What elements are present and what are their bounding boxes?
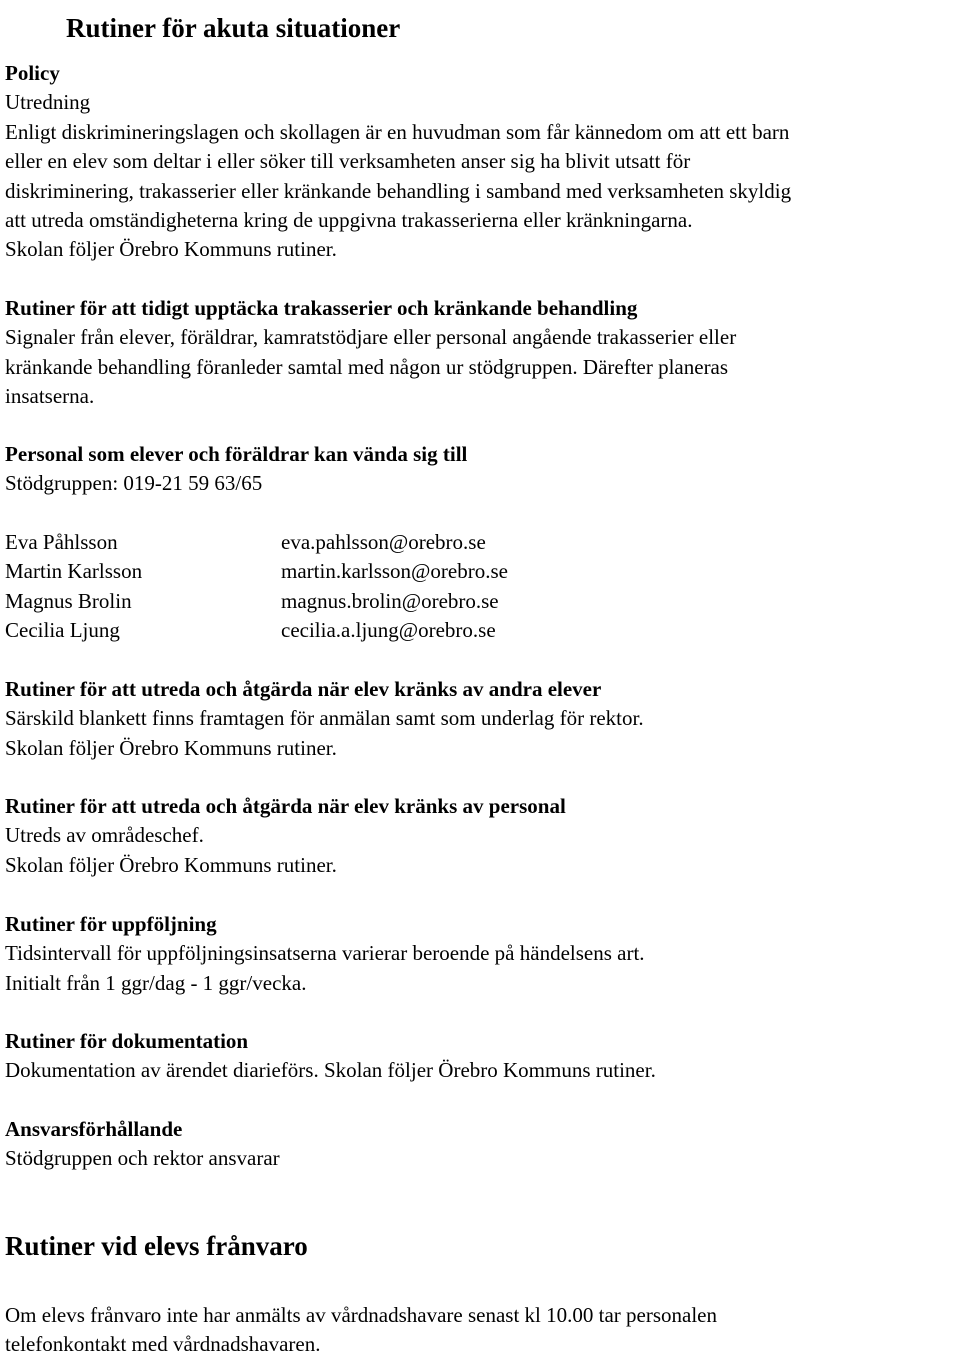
by-students-section [5, 675, 957, 763]
absence-title: Rutiner vid elevs frånvaro [5, 1231, 308, 1261]
contact-name: Magnus Brolin [5, 588, 132, 613]
absence-section [5, 1301, 957, 1360]
documentation-section [5, 1027, 957, 1086]
by-staff-heading: Rutiner för att utreda och åtgärda när elev kränks av personal [5, 794, 566, 818]
early-detection-line: Signaler från elever, föräldrar, kamratstödjare eller personal angående trakasserier eller [5, 325, 737, 350]
contact-email[interactable]: martin.karlsson@orebro.se [281, 559, 508, 584]
contact-row [5, 616, 905, 645]
documentation-line: Dokumentation av ärendet diarieförs. Skolan följer Örebro Kommuns rutiner. [5, 1058, 656, 1083]
absence-line: Om elevs frånvaro inte har anmälts av vårdnadshavare senast kl 10.00 tar personalen [5, 1303, 717, 1327]
followup-line: Initialt från 1 ggr/dag - 1 ggr/vecka. [5, 970, 307, 995]
policy-line: eller en elev som deltar i eller söker till verksamheten anser sig ha blivit utsatt för [5, 149, 691, 174]
contact-email[interactable]: cecilia.a.ljung@orebro.se [281, 618, 496, 643]
early-detection-heading: Rutiner för att tidigt upptäcka trakasserier och kränkande behandling [5, 296, 638, 320]
absence-line: telefonkontakt med vårdnadshavaren. [5, 1332, 321, 1357]
responsibility-section [5, 1115, 957, 1174]
staff-section [5, 440, 957, 499]
followup-line: Tidsintervall för uppföljningsinsatserna varierar beroende på händelsens art. [5, 941, 645, 966]
page-title: Rutiner för akuta situationer [66, 13, 401, 44]
staff-heading: Personal som elever och föräldrar kan vända sig till [5, 442, 468, 466]
contact-row [5, 528, 905, 557]
contact-email[interactable]: eva.pahlsson@orebro.se [281, 530, 486, 554]
policy-section [5, 59, 957, 265]
by-staff-line: Utreds av områdeschef. [5, 823, 204, 848]
policy-subheading: Utredning [5, 90, 91, 115]
early-detection-line: kränkande behandling föranleder samtal med någon ur stödgruppen. Därefter planeras [5, 354, 729, 379]
responsibility-heading: Ansvarsförhållande [5, 1117, 183, 1141]
policy-line: Enligt diskrimineringslagen och skollagen är en huvudman som får kännedom om att ett barn [5, 119, 790, 144]
policy-line: Skolan följer Örebro Kommuns rutiner. [5, 237, 337, 262]
contact-row [5, 587, 905, 616]
documentation-heading: Rutiner för dokumentation [5, 1029, 249, 1053]
policy-line: diskriminering, trakasserier eller kränkande behandling i samband med verksamheten skyldig [5, 178, 792, 203]
contact-list [5, 528, 905, 646]
contact-name: Martin Karlsson [5, 559, 143, 584]
contact-name: Cecilia Ljung [5, 618, 120, 643]
responsibility-line: Stödgruppen och rektor ansvarar [5, 1146, 280, 1171]
staff-phone: Stödgruppen: 019-21 59 63/65 [5, 471, 263, 496]
followup-heading: Rutiner för uppföljning [5, 912, 217, 936]
by-staff-line: Skolan följer Örebro Kommuns rutiner. [5, 852, 337, 877]
policy-heading: Policy [5, 61, 60, 85]
early-detection-section [5, 294, 957, 412]
contact-email[interactable]: magnus.brolin@orebro.se [281, 588, 499, 613]
contact-name: Eva Påhlsson [5, 530, 118, 554]
policy-line: att utreda omständigheterna kring de uppgivna trakasserierna eller kränkningarna. [5, 207, 693, 232]
contact-row [5, 557, 905, 586]
by-staff-section [5, 792, 957, 880]
by-students-heading: Rutiner för att utreda och åtgärda när elev kränks av andra elever [5, 677, 602, 701]
followup-section [5, 910, 957, 998]
by-students-line: Särskild blankett finns framtagen för anmälan samt som underlag för rektor. [5, 706, 644, 731]
early-detection-line: insatserna. [5, 384, 95, 409]
by-students-line: Skolan följer Örebro Kommuns rutiner. [5, 735, 337, 760]
